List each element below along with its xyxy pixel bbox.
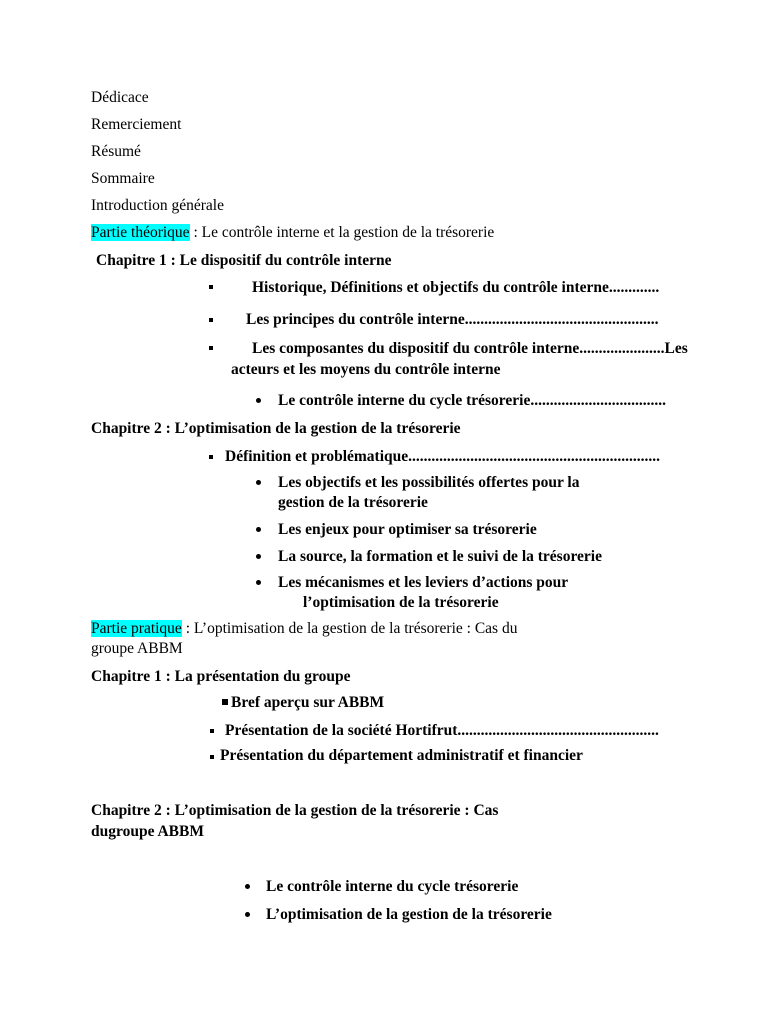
part2-chapter2-title: Chapitre 2 : L’optimisation de la gestion de la trésorerie : Cas [91,802,499,819]
toc-resume: Résumé [91,143,141,160]
part-pratique-title: : L’optimisation de la gestion de la trésorerie : Cas du [181,620,518,637]
part1-ch2-item-5-cont: l’optimisation de la trésorerie [303,594,499,611]
toc-sommaire: Sommaire [91,170,155,187]
round-bullet-icon [256,398,261,403]
part1-ch1-item-3: Les composantes du dispositif du contrôle interne......................Les [252,340,688,357]
part-pratique-heading [91,619,517,639]
part2-ch1-item-3: Présentation du département administratif et financier [220,747,583,764]
round-bullet-icon [245,912,250,917]
toc-dedicace: Dédicace [91,89,149,106]
part1-ch2-item-1: Définition et problématique................................................................. [225,448,660,465]
part-theorique-heading [91,223,494,243]
part2-ch1-item-1: Bref aperçu sur ABBM [231,694,385,711]
square-bullet-icon [209,318,213,322]
round-bullet-icon [245,884,250,889]
part-pratique-title-cont: groupe ABBM [91,640,183,657]
part1-ch2-item-3: Les enjeux pour optimiser sa trésorerie [278,521,537,538]
part1-ch2-item-2: Les objectifs et les possibilités offertes pour la [278,474,580,491]
square-bullet-icon [209,346,213,350]
part1-ch1-item-4: Le contrôle interne du cycle trésorerie................................... [278,392,666,409]
part1-ch1-item-1: Historique, Définitions et objectifs du contrôle interne............. [252,279,660,296]
round-bullet-icon [256,480,261,485]
square-bullet-icon [222,699,228,705]
part1-chapter2-title: Chapitre 2 : L’optimisation de la gestion de la trésorerie [91,420,461,437]
square-bullet-icon [210,755,214,759]
part2-ch2-item-1: Le contrôle interne du cycle trésorerie [266,878,519,895]
toc-remerciement: Remerciement [91,116,182,133]
part-theorique-title: : Le contrôle interne et la gestion de la trésorerie [189,224,495,241]
square-bullet-icon [209,285,213,289]
round-bullet-icon [256,527,261,532]
part2-chapter1-title: Chapitre 1 : La présentation du groupe [91,668,351,685]
square-bullet-icon [210,729,214,733]
part-pratique-label: Partie pratique [91,620,182,637]
part1-ch1-item-3-cont: acteurs et les moyens du contrôle interne [231,361,501,378]
part1-ch2-item-5: Les mécanismes et les leviers d’actions pour [278,574,569,591]
part1-ch2-item-2-cont: gestion de la trésorerie [278,494,428,511]
round-bullet-icon [256,554,261,559]
part1-ch1-item-2: Les principes du contrôle interne.................................................. [246,311,659,328]
part-theorique-label: Partie théorique [91,224,190,241]
part2-ch2-item-2: L’optimisation de la gestion de la trésorerie [266,906,552,923]
square-bullet-icon [209,455,213,459]
part2-ch1-item-2: Présentation de la société Hortifrut.................................................... [225,722,659,739]
part2-chapter2-title-cont: dugroupe ABBM [91,823,204,840]
round-bullet-icon [256,580,261,585]
part1-ch2-item-4: La source, la formation et le suivi de la trésorerie [278,548,602,565]
part1-chapter1-title: Chapitre 1 : Le dispositif du contrôle interne [96,252,392,269]
toc-introduction: Introduction générale [91,197,224,214]
